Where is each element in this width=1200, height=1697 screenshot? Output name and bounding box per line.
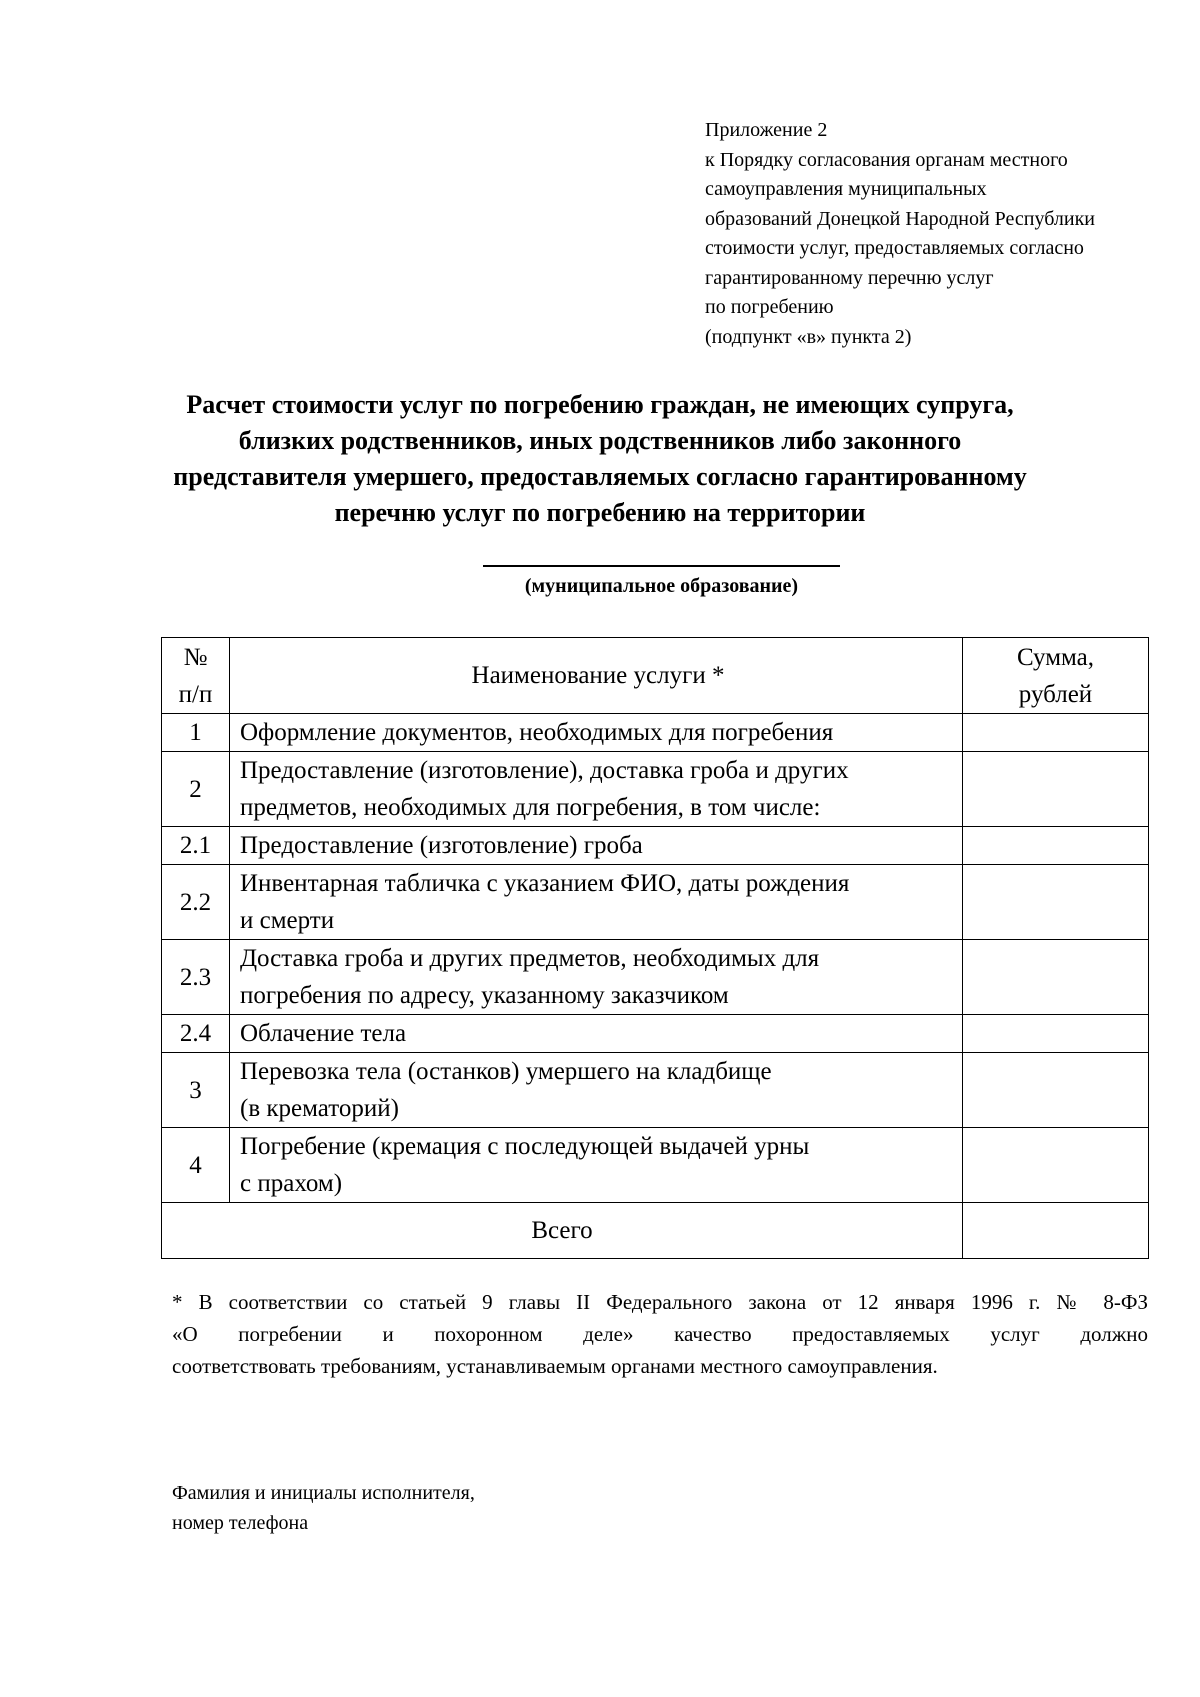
executor-phone-label: номер телефона — [172, 1512, 309, 1534]
row-sum[interactable] — [963, 940, 1149, 1015]
row-num: 2.3 — [162, 940, 230, 1015]
appendix-reference — [705, 116, 1165, 352]
row-name — [230, 940, 963, 1015]
row-name-line: (в крематорий) — [240, 1095, 399, 1122]
appendix-line: Приложение 2 — [705, 119, 828, 141]
row-sum[interactable] — [963, 827, 1149, 865]
row-sum[interactable] — [963, 1053, 1149, 1128]
row-sum[interactable] — [963, 752, 1149, 827]
row-name — [230, 714, 963, 752]
table-row — [162, 1053, 1149, 1128]
row-num: 2 — [162, 752, 230, 827]
row-sum[interactable] — [963, 865, 1149, 940]
header-name-cell: Наименование услуги * — [230, 638, 963, 714]
row-name — [230, 865, 963, 940]
footnote-line: «О погребении и похоронном деле» качество предоставляемых услуг должно — [172, 1322, 1148, 1346]
document-title — [150, 387, 1050, 531]
row-name-line: предметов, необходимых для погребения, в том числе: — [240, 794, 821, 821]
total-sum[interactable] — [963, 1203, 1149, 1259]
municipality-blank-line — [483, 565, 840, 567]
row-num: 3 — [162, 1053, 230, 1128]
appendix-line: по погребению — [705, 296, 834, 318]
row-name-line: с прахом) — [240, 1170, 343, 1197]
appendix-line: (подпункт «в» пункта 2) — [705, 325, 912, 348]
row-num: 2.4 — [162, 1015, 230, 1053]
table-row — [162, 1015, 1149, 1053]
title-line: перечню услуг по погребению на территории — [334, 498, 866, 527]
executor-name-label: Фамилия и инициалы исполнителя, — [172, 1482, 475, 1504]
municipality-caption: (муниципальное образование) — [524, 575, 799, 597]
row-name-line: Инвентарная табличка с указанием ФИО, даты рождения — [240, 870, 850, 897]
footnote-line: соответствовать требованиям, устанавливаемым органами местного самоуправления. — [172, 1354, 938, 1378]
row-name — [230, 827, 963, 865]
row-name — [230, 1128, 963, 1203]
table-row — [162, 827, 1149, 865]
title-line: представителя умершего, предоставляемых согласно гарантированному — [173, 462, 1027, 491]
row-name-line: Предоставление (изготовление), доставка гроба и других — [240, 757, 849, 784]
row-name-line: и смерти — [240, 907, 335, 934]
table-row — [162, 940, 1149, 1015]
footnote — [172, 1286, 1148, 1382]
row-num: 1 — [162, 714, 230, 752]
row-sum[interactable] — [963, 1015, 1149, 1053]
row-num: 2.2 — [162, 865, 230, 940]
table-row — [162, 1128, 1149, 1203]
row-num: 2.1 — [162, 827, 230, 865]
table-total-row — [162, 1203, 1149, 1259]
row-num: 4 — [162, 1128, 230, 1203]
header-num-line1: № — [183, 643, 208, 671]
row-sum[interactable] — [963, 1128, 1149, 1203]
table-row — [162, 752, 1149, 827]
header-sum-line2: рублей — [1018, 680, 1093, 708]
services-table — [161, 637, 1149, 1259]
row-name — [230, 752, 963, 827]
table-row — [162, 714, 1149, 752]
total-label: Всего — [162, 1203, 963, 1259]
footnote-line: * В соответствии со статьей 9 главы II Федерального закона от 12 января 1996 г. № 8-ФЗ — [172, 1290, 1148, 1314]
table-row — [162, 865, 1149, 940]
row-name-line: Предоставление (изготовление) гроба — [240, 832, 643, 859]
row-name — [230, 1053, 963, 1128]
appendix-line: стоимости услуг, предоставляемых согласно — [705, 237, 1084, 259]
row-name-line: погребения по адресу, указанному заказчиком — [240, 982, 729, 1009]
executor-signature-block — [172, 1478, 772, 1538]
title-line: близких родственников, иных родственников либо законного — [238, 426, 962, 455]
row-name — [230, 1015, 963, 1053]
row-name-line: Оформление документов, необходимых для погребения — [240, 719, 834, 746]
row-name-line: Облачение тела — [240, 1020, 407, 1047]
header-num-line2: п/п — [178, 680, 213, 708]
row-name-line: Доставка гроба и других предметов, необходимых для — [240, 945, 820, 972]
row-name-line: Погребение (кремация с последующей выдачей урны — [240, 1133, 810, 1160]
header-sum-cell — [963, 638, 1149, 714]
appendix-line: гарантированному перечню услуг — [705, 266, 994, 289]
row-name-line: Перевозка тела (останков) умершего на кладбище — [240, 1058, 772, 1085]
appendix-line: образований Донецкой Народной Республики — [705, 207, 1095, 230]
header-num-cell — [162, 638, 230, 714]
row-sum[interactable] — [963, 714, 1149, 752]
table-header-row — [162, 638, 1149, 714]
title-line: Расчет стоимости услуг по погребению граждан, не имеющих супруга, — [186, 390, 1014, 419]
appendix-line: к Порядку согласования органам местного — [705, 148, 1068, 171]
appendix-line: самоуправления муниципальных — [705, 178, 987, 200]
header-sum-line1: Сумма, — [1016, 643, 1095, 671]
